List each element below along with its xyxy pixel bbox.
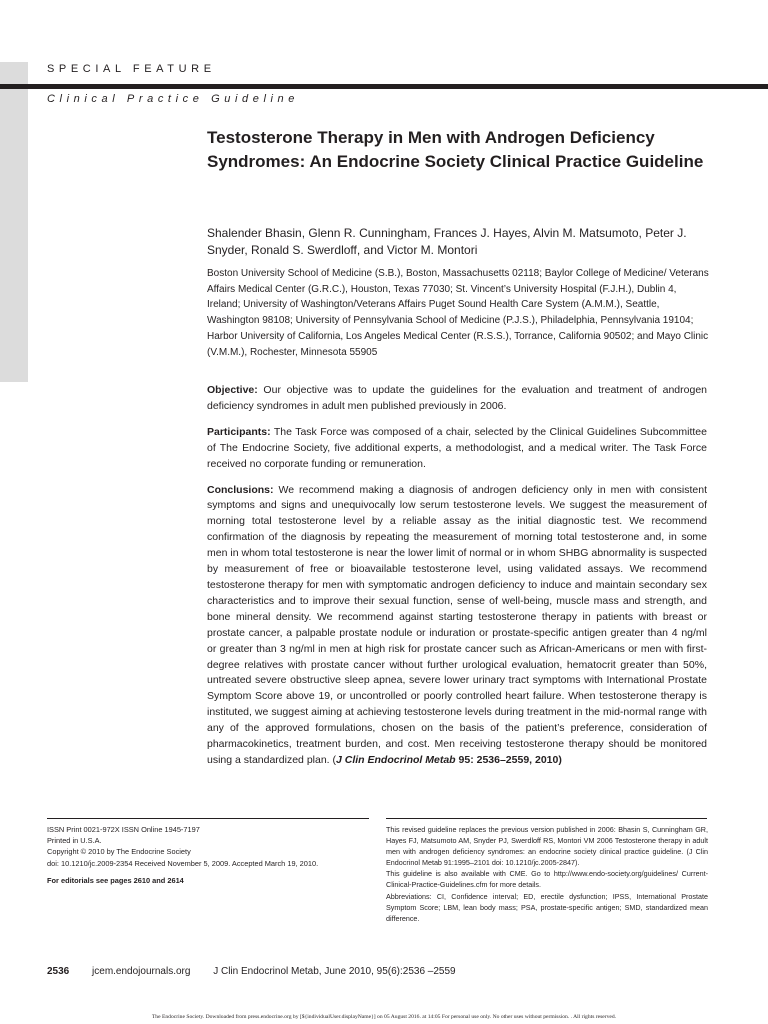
citation-details: 95: 2536–2559, 2010) (455, 753, 562, 766)
publication-info (47, 824, 369, 869)
abstract-objective (207, 383, 707, 415)
conclusions-label: Conclusions: (207, 483, 274, 496)
abstract-conclusions (207, 483, 707, 769)
article-title: Testosterone Therapy in Men with Androgen Deficiency Syndromes: An Endocrine Society Clinical Practice Guideline (207, 128, 704, 171)
page-footer (47, 966, 456, 977)
revision-note: This revised guideline replaces the previous version published in 2006: Bhasin S, Cunningham GR, Hayes FJ, Matsumoto AM, Snyder PJ, Swerdloff RS, Montori VM 2006 Testosterone therapy in adult men with androgen deficiency syndromes: an endocrine society clinical practice guideline. (J Clin Endocrinol Metab 91:1995–2101 doi: 10.1210/jc.2005-2847). (386, 825, 708, 868)
abstract-participants (207, 425, 707, 473)
issn-line: ISSN Print 0021-972X ISSN Online 1945-7197 (47, 825, 200, 834)
abstract (207, 383, 707, 779)
abbreviations-note: Abbreviations: CI, Confidence interval; ED, erectile dysfunction; IPSS, International Prostate Symptom Score; LBM, lean body mass; PSA, prostate-specific antigen; SMD, standardized mean difference. (386, 891, 708, 923)
objective-label: Objective: (207, 384, 258, 396)
objective-text: Our objective was to update the guidelines for the evaluation and treatment of androgen deficiency syndromes in adult men published previously in 2006. (207, 384, 707, 412)
participants-text: The Task Force was composed of a chair, selected by the Clinical Guidelines Subcommittee of The Endocrine Society, five additional experts, a methodologist, and a medical writer. The Task Force received no corporate funding or remuneration. (207, 425, 707, 470)
printed-line: Printed in U.S.A. (47, 836, 102, 846)
journal-citation: J Clin Endocrinol Metab, June 2010, 95(6):2536 –2559 (213, 966, 456, 977)
footnote-rule-left (47, 818, 369, 819)
header-subrule (0, 88, 768, 89)
doi-line: doi: 10.1210/jc.2009-2354 Received November 5, 2009. Accepted March 19, 2010. (47, 858, 319, 868)
editorials-note: For editorials see pages 2610 and 2614 (47, 876, 184, 885)
participants-label: Participants: (207, 425, 271, 438)
guideline-notes (386, 824, 708, 924)
affiliations: Boston University School of Medicine (S.B.), Boston, Massachusetts 02118; Baylor College of Medicine/ Veterans Affairs Medical Center (G.R.C.), Houston, Texas 77030; St. Vincent’s University Hospital (F.J.H.), Dublin 4, Ireland; University of Washington/Veterans Affairs Puget Sound Health Care System (A.M.M.), Seattle, Washington 98108; University of Pennsylvania School of Medicine (P.J.S.), Philadelphia, Pennsylvania 19104; Harbor University of California, Los Angeles Medical Center (R.S.S.), Torrance, California 90502; and Mayo Clinic (V.M.M.), Rochester, Minnesota 55905 (207, 268, 709, 358)
journal-website: jcem.endojournals.org (92, 966, 191, 977)
footnote-rule-right (386, 818, 707, 819)
citation-journal: J Clin Endocrinol Metab (336, 753, 456, 766)
download-notice: The Endocrine Society. Downloaded from press.endocrine.org by [${individualUser.displayName}] on 05 August 2016. at 14:05 For personal use only. No other uses without permission. . All rights reserved. (151, 1014, 617, 1020)
conclusions-text: We recommend making a diagnosis of androgen deficiency only in men with consistent symptoms and signs and unequivocally low serum testosterone levels. We suggest the measurement of morning total testosterone level by a reliable assay as the initial diagnostic test. We recommend confirmation of the diagnosis by repeating the measurement of morning total testosterone and, in some men in whom total testosterone is near the lower limit of normal or in whom SHBG abnormality is suspected by measurement of free or bioavailable testosterone level, using validated assays. We recommend testosterone therapy for men with symptomatic androgen deficiency to induce and maintain secondary sex characteristics and to improve their sexual function, sense of well-being, muscle mass and strength, and bone mineral density. We recommend against starting testosterone therapy in patients with breast or prostate cancer, a palpable prostate nodule or induration or prostate-specific antigen greater than 4 ng/ml or greater than 3 ng/ml in men at high risk for prostate cancer such as African-Americans or men with first-degree relatives with prostate cancer without further urological evaluation, hematocrit greater than 50%, untreated severe obstructive sleep apnea, severe lower urinary tract symptoms with International Prostate Symptom Score above 19, or uncontrolled or poorly controlled heart failure. When testosterone therapy is instituted, we suggest aiming at achieving testosterone levels during treatment in the mid-normal range with any of the approved formulations, chosen on the basis of the patient’s preference, consideration of pharmacokinetics, treatment burden, and cost. Men receiving testosterone therapy should be monitored using a standardized plan. ( (207, 483, 707, 766)
section-sublabel: Clinical Practice Guideline (47, 93, 299, 105)
author-list: Shalender Bhasin, Glenn R. Cunningham, Frances J. Hayes, Alvin M. Matsumoto, Peter J. Snyder, Ronald S. Swerdloff, and Victor M. Montori (207, 226, 687, 257)
section-label: SPECIAL FEATURE (47, 63, 216, 75)
copyright-line: Copyright © 2010 by The Endocrine Society (47, 847, 191, 857)
side-shade-band (0, 62, 28, 382)
page-number: 2536 (47, 966, 70, 977)
cme-note: This guideline is also available with CME. Go to http://www.endo-society.org/guidelines/ Current-Clinical-Practice-Guidelines.cfm for more details. (386, 869, 708, 890)
